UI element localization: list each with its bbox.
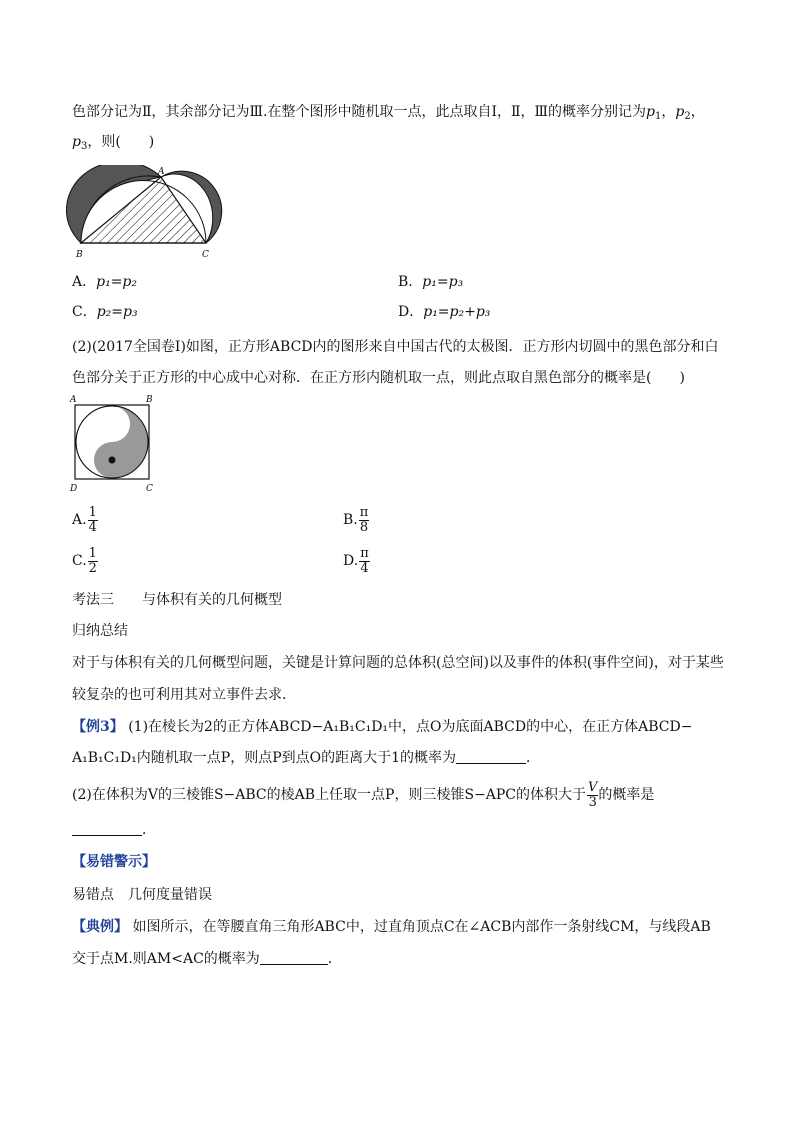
answer-blank[interactable] (260, 950, 328, 965)
typical-example-line1 (72, 917, 711, 937)
summary-line2: 较复杂的也可利用其对立事件去求． (72, 687, 296, 703)
problem1-option-a (72, 272, 137, 292)
option-letter: D． (398, 304, 424, 320)
den: 8 (359, 519, 369, 535)
problem2-option-b (343, 505, 369, 535)
problem2-line2: 色部分关于正方形的中心成中心对称．在正方形内随机取一点，则此点取自黑色部分的概率是( ) (72, 370, 685, 386)
label-C: C (146, 484, 153, 494)
example3-tag: 【例3】 (72, 719, 124, 735)
label-D: D (70, 484, 78, 494)
den: 4 (360, 560, 369, 576)
option-letter: B. (343, 512, 358, 528)
den: 4 (88, 519, 97, 535)
num: 1 (88, 545, 97, 561)
num: V (588, 779, 598, 795)
option-text: p₁=p₃ (422, 274, 464, 290)
typical-example-text1: 如图所示，在等腰直角三角形ABC中，过直角顶点C在∠ACB内部作一条射线CM，与线段AB (128, 919, 711, 935)
num: π (360, 545, 369, 561)
taiji-figure (66, 393, 162, 495)
problem1-option-b (398, 272, 463, 292)
p1-symbol: p (646, 104, 655, 120)
warning-tag: 【易错警示】 (72, 854, 156, 870)
den: 2 (88, 560, 97, 576)
answer-blank[interactable] (456, 749, 526, 764)
label-C: C (202, 250, 209, 260)
option-letter: D. (343, 553, 359, 569)
period: ． (142, 822, 156, 838)
answer-blank[interactable] (72, 821, 142, 836)
label-B: B (76, 250, 83, 260)
problem1-line2: $p_3$，则( ) (72, 134, 155, 152)
v-over-3-fraction (587, 781, 598, 810)
sep1: ， (661, 104, 676, 120)
option-letter: A． (72, 274, 97, 290)
problem2-option-d (343, 546, 370, 576)
summary-title: 归纳总结 (72, 623, 128, 639)
example3-line3 (72, 780, 654, 810)
problem2-option-c (72, 546, 98, 576)
problem1-option-d (398, 302, 490, 322)
fraction (88, 547, 98, 576)
option-text: p₁=p₂+p₃ (423, 304, 491, 320)
sep2: ， (690, 104, 705, 120)
option-letter: C． (72, 304, 97, 320)
typical-example-text2: 交于点M.则AM<AC的概率为 (72, 951, 260, 967)
problem1-text-a: 色部分记为Ⅱ，其余部分记为Ⅲ.在整个图形中随机取一点，此点取自Ⅰ，Ⅱ，Ⅲ的概率分别记为 (72, 104, 647, 120)
warning-subheading: 易错点 几何度量错误 (72, 887, 212, 903)
period: ． (526, 750, 541, 766)
section3-heading: 考法三 与体积有关的几何概型 (72, 592, 282, 608)
option-text: p₂=p₃ (96, 304, 138, 320)
problem1-line1: 色部分记为Ⅱ，其余部分记为Ⅲ.在整个图形中随机取一点，此点取自Ⅰ，Ⅱ，Ⅲ的概率分别记为$p_1$，$p_2$， (72, 104, 705, 122)
example3-text3b: 的概率是 (598, 787, 655, 803)
example3-text1: (1)在棱长为2的正方体ABCD−A₁B₁C₁D₁中，点O为底面ABCD的中心，在正方体ABCD− (123, 719, 693, 735)
problem2-line1: (2)(2017全国卷Ⅰ)如图，正方形ABCD内的图形来自中国古代的太极图．正方形内切圆中的黑色部分和白 (72, 339, 719, 355)
example3-line2 (72, 748, 540, 768)
option-letter: B． (398, 274, 423, 290)
num: 1 (88, 504, 97, 520)
p2-symbol: p (675, 104, 685, 120)
example3-text3a: (2)在体积为V的三棱锥S−ABC的棱AB上任取一点P，则三棱锥S−APC的体积大于 (72, 787, 587, 803)
fraction (359, 506, 370, 535)
semicircles-figure (66, 165, 246, 260)
label-B: B (146, 395, 153, 405)
label-A: A (70, 395, 77, 405)
label-A: A (158, 167, 165, 177)
problem1-text-b: ，则( ) (87, 134, 155, 150)
problem2-option-a (72, 505, 98, 535)
summary-line1: 对于与体积有关的几何概型问题，关键是计算问题的总体积(总空间)以及事件的体积(事件空间)，对于某些 (72, 655, 724, 671)
example3-line4 (72, 820, 156, 840)
typical-example-tag: 【典例】 (72, 919, 128, 935)
p3-symbol: p (72, 134, 81, 150)
option-letter: C. (72, 553, 87, 569)
example3-text2: A₁B₁C₁D₁内随机取一点P，则点P到点O的距离大于1的概率为 (72, 750, 457, 766)
option-letter: A. (72, 512, 87, 528)
problem1-option-c (72, 302, 138, 322)
example3-line1 (72, 717, 692, 737)
num: π (359, 504, 369, 520)
fraction (88, 506, 98, 535)
typical-example-line2 (72, 949, 342, 969)
period: ． (327, 951, 342, 967)
den: 3 (588, 794, 597, 810)
option-text: p₁=p₂ (96, 274, 138, 290)
fraction (359, 547, 370, 576)
